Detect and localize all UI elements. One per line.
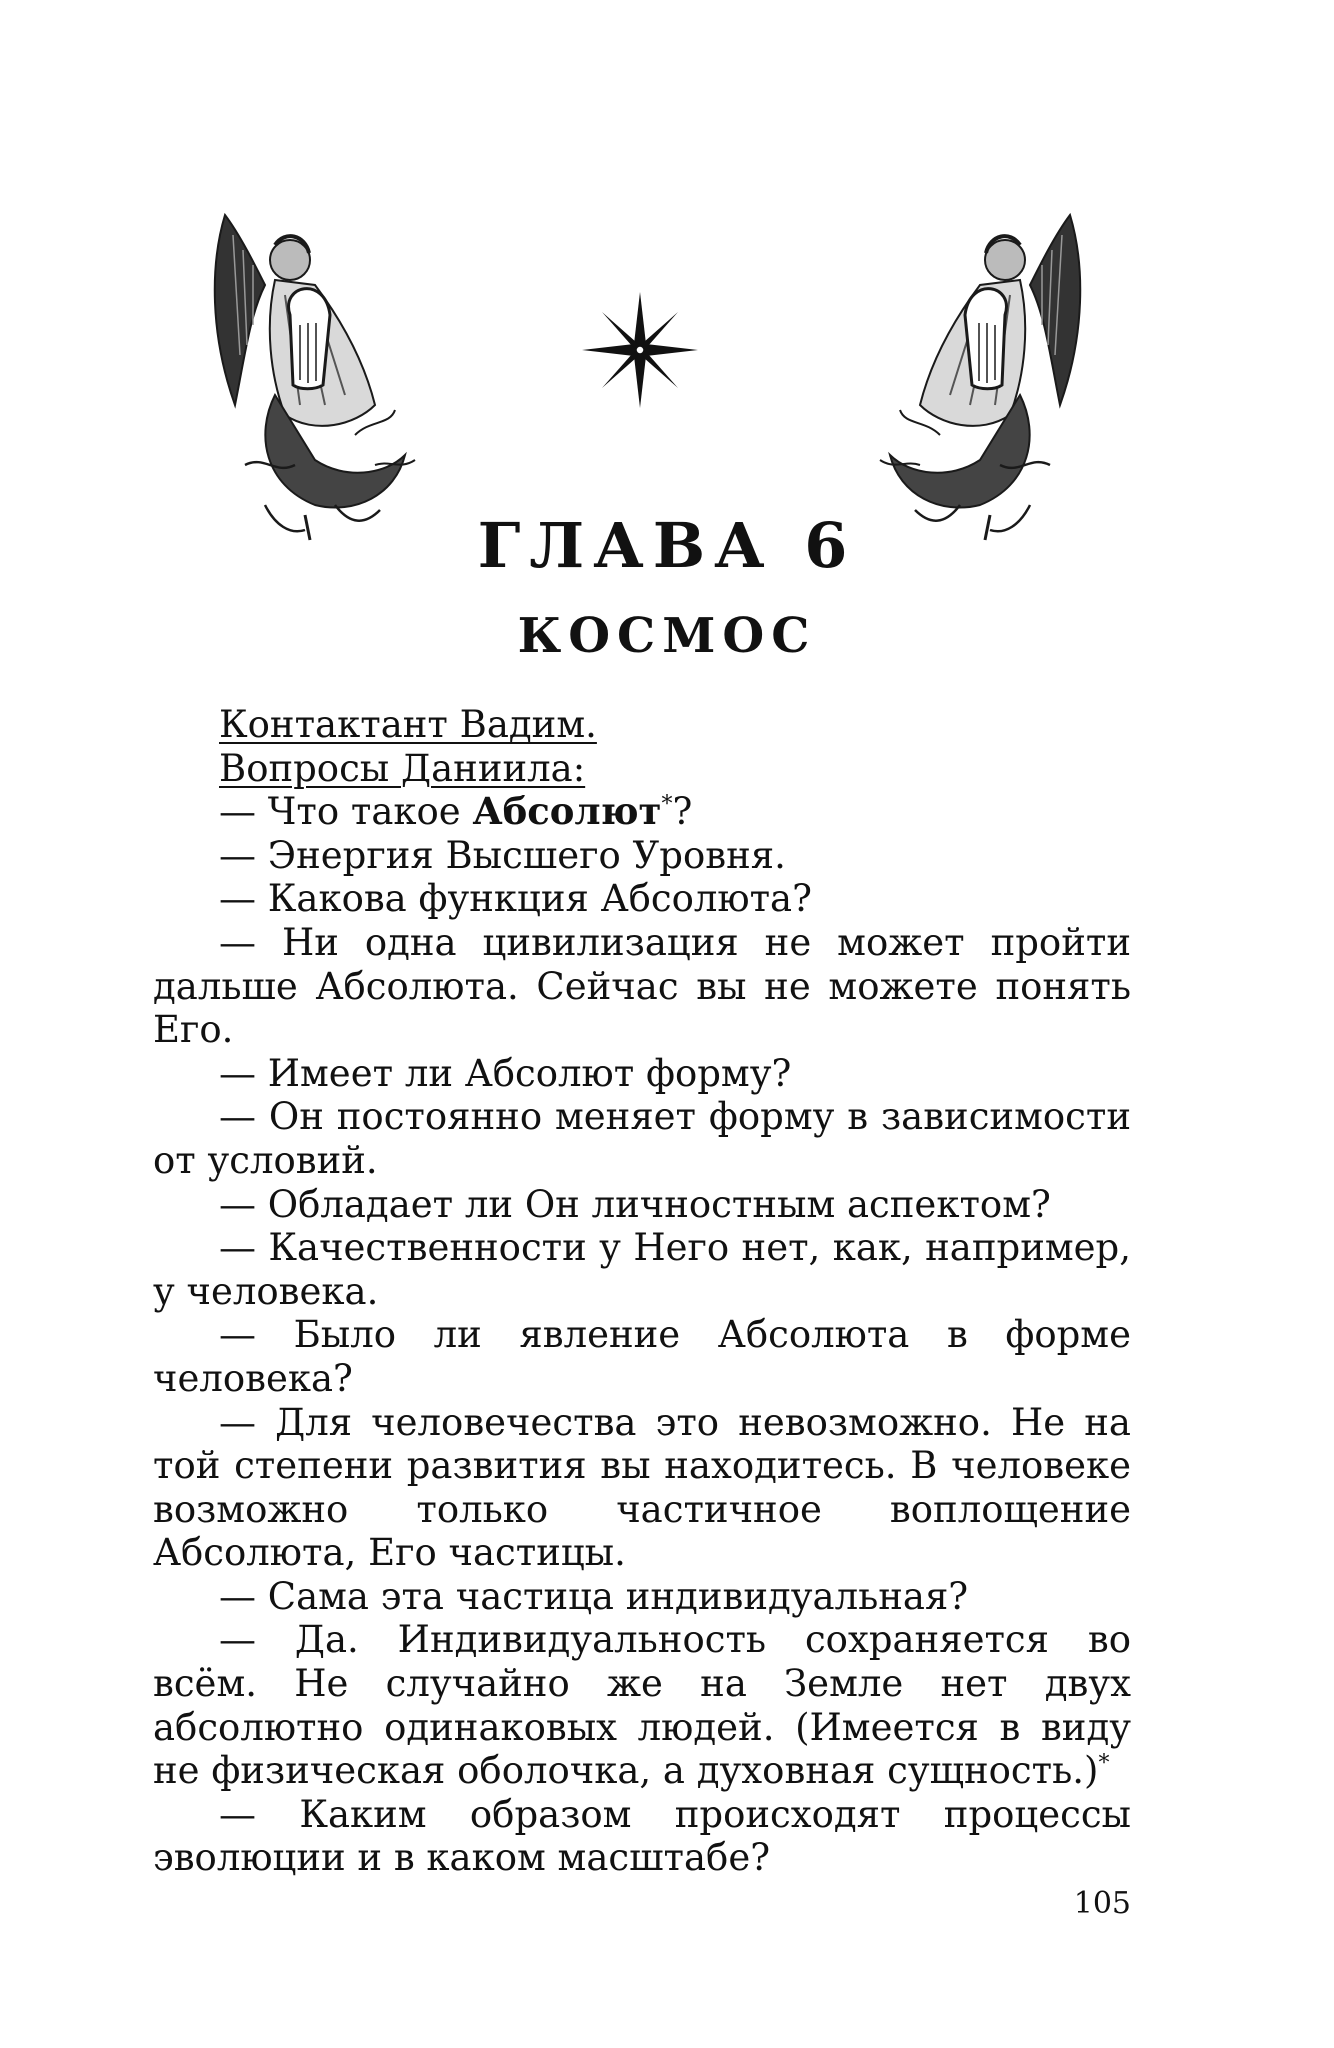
compass-star-icon: [580, 290, 700, 410]
footnote-marker-2: *: [1098, 1751, 1110, 1777]
angel-with-lyre-engraving-right: [860, 205, 1090, 545]
question-1: [153, 790, 1131, 834]
angel-with-lyre-engraving-left: [205, 205, 435, 545]
page-number: 105: [1073, 1886, 1131, 1921]
answer-5: — Для человечества это невозможно. Не на той степени развития вы находитесь. В человеке возможно только частичное воплощение Абсолюта, Его частицы.: [153, 1400, 1131, 1575]
question-1-start: — Что такое: [219, 790, 473, 834]
contactee-line: [153, 703, 1131, 747]
question-4: — Обладает ли Он личностным аспектом?: [219, 1182, 1051, 1226]
contactee-label: Контактант Вадим.: [219, 703, 597, 746]
question-6: — Сама эта частица индивидуальная?: [219, 1574, 969, 1618]
questioner-line: [153, 747, 1131, 791]
answer-2: — Ни одна цивилизация не может пройти дальше Абсолюта. Сейчас вы не можете понять Его.: [153, 920, 1131, 1052]
answer-6: [153, 1618, 1131, 1792]
answer-4: — Качественности у Него нет, как, например, у человека.: [153, 1226, 1131, 1313]
chapter-subtitle: КОСМОС: [517, 608, 817, 664]
answer-3: — Он постоянно меняет форму в зависимости от условий.: [153, 1095, 1131, 1182]
questioner-label: Вопросы Даниила:: [219, 746, 586, 790]
question-5: — Было ли явление Абсолюта в форме человека?: [153, 1313, 1131, 1400]
question-3: — Имеет ли Абсолют форму?: [219, 1051, 792, 1095]
chapter-title: ГЛАВА 6: [477, 509, 857, 582]
footnote-marker-1: *: [661, 792, 673, 818]
question-7: — Каким образом происходят процессы эволюции и в каком масштабе?: [153, 1792, 1131, 1880]
absolute-term: Абсолют: [472, 789, 662, 834]
body-text: [153, 703, 1131, 1880]
answer-6-text: — Да. Индивидуальность сохраняется во всём. Не случайно же на Земле нет двух абсолютно одинаковых людей. (Имеется в виду не физическая оболочка, а духовная сущность.): [153, 1618, 1131, 1793]
question-2: — Какова функция Абсолюта?: [219, 877, 812, 921]
question-1-end: ?: [672, 790, 693, 834]
answer-1: — Энергия Высшего Уровня.: [219, 833, 786, 877]
